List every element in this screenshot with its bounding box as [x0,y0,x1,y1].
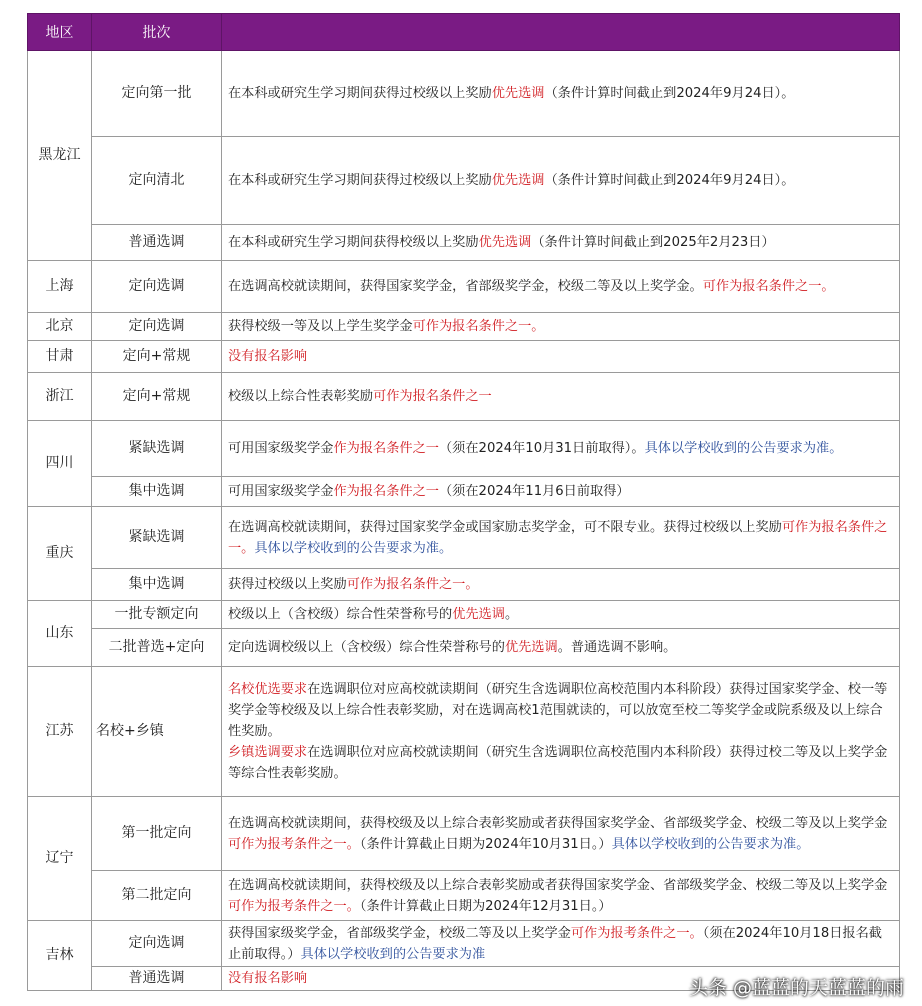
desc-cell [222,341,900,373]
desc-text: 获得校级一等及以上学生奖学金 [228,319,413,334]
desc-note: （须在2024年11月6日前取得） [439,484,630,499]
desc-cell [222,667,900,797]
desc-highlight: 可作为报名条件之一。 [702,279,835,294]
batch-cell: 定向+常规 [92,341,222,373]
table-row [28,225,900,261]
desc-highlight: 可作为报名条件之一 [373,389,492,404]
desc-text: 在选调职位对应高校就读期间（研究生含选调职位高校范围内本科阶段）获得过国家奖学金、校一等奖学金等校级及以上综合性表彰奖励，对在选调高校1范围就读的，可以放宽至校二等奖学金或院系级及以上综合性奖励。 [228,682,888,739]
desc-text: 在本科或研究生学习期间获得校级以上奖励 [228,235,479,250]
table-row [28,601,900,629]
desc-highlight: 没有报名影响 [228,971,308,986]
table-row [28,137,900,225]
desc-text: 在选调高校就读期间，获得过国家奖学金或国家励志奖学金，可不限专业。获得过校级以上奖励 [228,519,782,535]
header-batch: 批次 [92,14,222,51]
batch-cell: 定向+常规 [92,373,222,421]
desc-text: 在选调职位对应高校就读期间（研究生含选调职位高校范围内本科阶段）获得过校二等及以上奖学金等综合性表彰奖励。 [228,745,888,781]
desc-text: 获得过校级以上奖励 [228,577,347,592]
desc-cell [222,601,900,629]
region-cell: 浙江 [28,373,92,421]
region-cell: 辽宁 [28,797,92,921]
desc-cell [222,51,900,137]
desc-highlight: 可作为报考条件之一。 [228,836,360,852]
table-row [28,507,900,569]
table-row [28,797,900,871]
desc-highlight: 没有报名影响 [228,349,308,364]
table-row [28,871,900,921]
header-row [28,14,900,51]
desc-text: 校级以上（含校级）综合性荣誉称号的 [228,607,453,622]
batch-cell: 集中选调 [92,477,222,507]
batch-cell: 定向选调 [92,261,222,313]
region-cell: 北京 [28,313,92,341]
desc-text: 获得国家级奖学金，省部级奖学金，校级二等及以上奖学金 [228,925,571,941]
desc-cell [222,629,900,667]
desc-text: 在选调高校就读期间，获得校级及以上综合表彰奖励或者获得国家奖学金、省部级奖学金、校级二等及以上奖学金 [228,877,888,893]
desc-notice: 具体以学校收到的公告要求为准 [300,946,486,962]
desc-note: （条件计算时间截止到2024年9月24日）。 [544,86,795,101]
desc-cell [222,477,900,507]
batch-cell: 定向选调 [92,921,222,967]
desc-note: 。普通选调不影响。 [557,640,677,655]
desc-text: 定向选调校级以上（含校级）综合性荣誉称号的 [228,640,505,655]
header-region: 地区 [28,14,92,51]
region-cell: 四川 [28,421,92,507]
table-row [28,477,900,507]
desc-note: （条件计算截止日期为2024年12月31日。） [359,898,612,914]
batch-cell: 定向清北 [92,137,222,225]
desc-note: （条件计算时间截止到2024年9月24日）。 [544,173,795,188]
desc-text: 在本科或研究生学习期间获得过校级以上奖励 [228,173,492,188]
region-cell: 黑龙江 [28,51,92,261]
desc-text: 校级以上综合性表彰奖励 [228,389,374,404]
table-row [28,569,900,601]
desc-cell [222,225,900,261]
batch-cell: 第二批定向 [92,871,222,921]
desc-cell [222,569,900,601]
policy-table [27,13,900,991]
desc-cell [222,921,900,967]
desc-highlight: 乡镇选调要求 [228,745,308,760]
table-row [28,629,900,667]
batch-cell: 紧缺选调 [92,421,222,477]
desc-highlight: 优先选调 [504,640,558,655]
desc-cell [222,421,900,477]
region-cell: 上海 [28,261,92,313]
desc-text: 在选调高校就读期间，获得校级及以上综合表彰奖励或者获得国家奖学金、省部级奖学金、校级二等及以上奖学金 [228,815,888,831]
table-row [28,341,900,373]
desc-cell [222,313,900,341]
desc-cell [222,137,900,225]
header-desc [222,14,900,51]
batch-cell: 集中选调 [92,569,222,601]
watermark: 头条 @蓝蓝的天蓝蓝的雨 [688,977,904,999]
desc-cell [222,797,900,871]
table-row [28,373,900,421]
desc-highlight: 作为报名条件之一 [333,484,439,499]
batch-cell: 一批专额定向 [92,601,222,629]
desc-text: 在本科或研究生学习期间获得过校级以上奖励 [228,86,492,101]
desc-notice: 具体以学校收到的公告要求为准。 [254,540,453,556]
batch-cell: 二批普选+定向 [92,629,222,667]
table-row [28,921,900,967]
desc-highlight: 优先选调 [491,173,545,188]
desc-highlight: 可作为报考条件之一。 [228,898,360,914]
desc-highlight: 优先选调 [452,607,505,622]
desc-note: （条件计算截止日期为2024年10月31日。） [359,836,612,852]
batch-cell: 定向第一批 [92,51,222,137]
desc-cell [222,507,900,569]
desc-highlight: 名校优选要求 [228,682,308,697]
desc-notice: 具体以学校收到的公告要求为准。 [644,441,843,456]
desc-highlight: 优先选调 [491,86,545,101]
desc-note: （须在2024年10月31日前取得）。 [439,441,645,456]
table-row [28,261,900,313]
table-row [28,421,900,477]
policy-table-frame [27,13,899,994]
desc-highlight: 可作为报名条件之一。 [412,319,545,334]
desc-highlight: 优先选调 [478,235,532,250]
desc-highlight: 可作为报考条件之一。 [570,925,703,941]
batch-cell: 普通选调 [92,967,222,991]
batch-cell: 定向选调 [92,313,222,341]
desc-text: 可用国家级奖学金 [228,484,334,499]
batch-cell: 名校+乡镇 [92,667,222,797]
desc-note: 。 [504,607,519,622]
region-cell: 吉林 [28,921,92,991]
batch-cell: 紧缺选调 [92,507,222,569]
region-cell: 重庆 [28,507,92,601]
desc-highlight: 可作为报名条件之一。 [346,577,479,592]
batch-cell: 第一批定向 [92,797,222,871]
table-row [28,313,900,341]
region-cell: 甘肃 [28,341,92,373]
desc-note: （条件计算时间截止到2025年2月23日） [531,235,775,250]
desc-note: （须在2024年10月18日报名截止前取得。） [228,925,882,962]
batch-cell: 普通选调 [92,225,222,261]
region-cell: 山东 [28,601,92,667]
table-row [28,667,900,797]
region-cell: 江苏 [28,667,92,797]
desc-text: 在选调高校就读期间，获得国家奖学金，省部级奖学金，校级二等及以上奖学金。 [228,279,703,294]
desc-highlight: 作为报名条件之一 [333,441,439,456]
desc-highlight: 可作为报名条件之一。 [228,519,888,556]
desc-cell [222,373,900,421]
desc-cell [222,871,900,921]
desc-text: 可用国家级奖学金 [228,441,334,456]
desc-cell [222,261,900,313]
desc-notice: 具体以学校收到的公告要求为准。 [611,836,810,852]
table-row [28,51,900,137]
